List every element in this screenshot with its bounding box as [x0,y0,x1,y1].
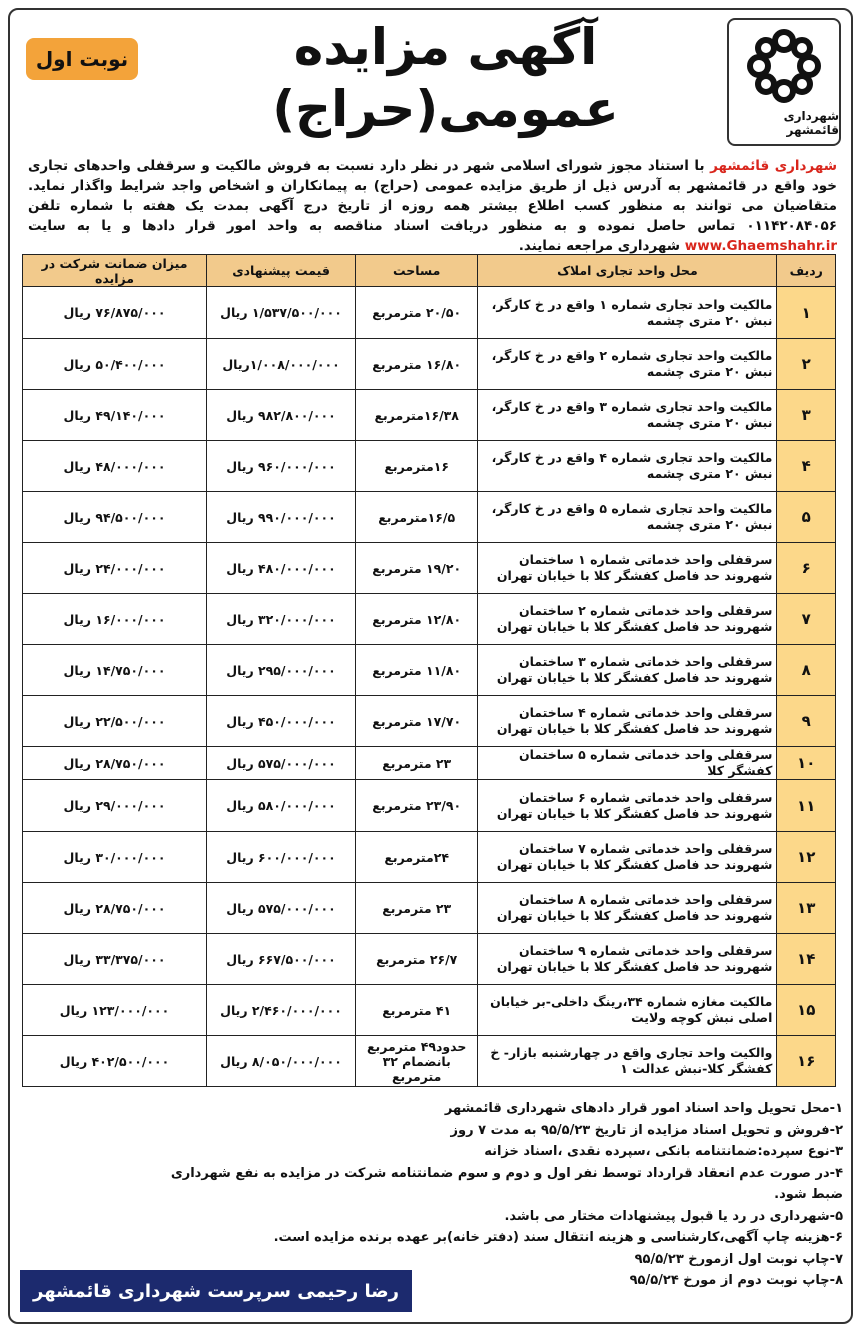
location-cell: مالکیت واحد تجاری شماره ۵ واقع در خ کارگر، نبش ۲۰ متری چشمه [478,492,777,543]
signature-banner: رضا رحیمی سرپرست شهرداری قائمشهر [20,1270,412,1312]
table-row [23,1036,836,1087]
area-cell: ۲۰/۵۰ مترمربع [356,287,478,339]
table-row [23,934,836,985]
note-item: ۴-در صورت عدم انعقاد قرارداد توسط نفر اول و دوم و سوم ضمانتنامه شرکت در مزایده به نفع شهرداری ضبط شود. [170,1165,843,1202]
title-line-1: آگهی مزایده [293,18,598,76]
note-item: ۲-فروش و تحویل اسناد مزایده از تاریخ ۹۵/۵/۲۳ به مدت ۷ روز [450,1122,843,1138]
guarantee-cell: ۴۹/۱۴۰/۰۰۰ ریال [23,390,207,441]
note-item: ۶-هزینه چاپ آگهی،کارشناسی و هزینه انتقال سند (دفتر خانه)بر عهده برنده مزایده است. [273,1230,843,1245]
price-cell: ۵۸۰/۰۰۰/۰۰۰ ریال [207,780,356,832]
logo-caption: شهرداری قائمشهر [783,109,839,137]
table-row [23,492,836,543]
location-cell: سرقفلی واحد خدماتی شماره ۸ ساختمان شهروند حد فاصل کفشگر کلا با خیابان تهران [478,883,777,934]
area-cell: حدود۴۹ مترمربع بانضمام ۳۲ مترمربع [356,1036,478,1087]
table-row [23,780,836,832]
note-item: ۷-چاپ نوبت اول ازمورخ ۹۵/۵/۲۳ [634,1251,843,1267]
guarantee-cell: ۱۲۳/۰۰۰/۰۰۰ ریال [23,985,207,1036]
location-cell: سرقفلی واحد خدماتی شماره ۲ ساختمان شهروند حد فاصل کفشگر کلا با خیابان تهران [478,594,777,645]
table-row [23,696,836,747]
table-row [23,441,836,492]
edition-badge: نوبت اول [26,38,138,80]
note-item: ۱-محل تحویل واحد اسناد امور قرار دادهای شهرداری قائمشهر [444,1101,843,1116]
row-number-cell: ۱ [777,287,836,339]
location-cell: سرقفلی واحد خدماتی شماره ۵ ساختمان کفشگر کلا [478,747,777,780]
table-row [23,883,836,934]
guarantee-cell: ۳۰/۰۰۰/۰۰۰ ریال [23,832,207,883]
location-cell: مالکیت واحد تجاری شماره ۴ واقع در خ کارگر، نبش ۲۰ متری چشمه [478,441,777,492]
area-cell: ۲۳/۹۰ مترمربع [356,780,478,832]
website-link[interactable]: www.Ghaemshahr.ir [684,238,837,254]
price-cell: ۲/۴۶۰/۰۰۰/۰۰۰ ریال [207,985,356,1036]
note-item: ۵-شهرداری در رد یا قبول پیشنهادات مختار می باشد. [504,1208,843,1224]
guarantee-cell: ۲۸/۷۵۰/۰۰۰ ریال [23,883,207,934]
price-cell: ۵۷۵/۰۰۰/۰۰۰ ریال [207,883,356,934]
guarantee-cell: ۳۳/۳۷۵/۰۰۰ ریال [23,934,207,985]
row-number-cell: ۷ [777,594,836,645]
guarantee-cell: ۲۴/۰۰۰/۰۰۰ ریال [23,543,207,594]
area-cell: ۱۱/۸۰ مترمربع [356,645,478,696]
guarantee-cell: ۵۰/۴۰۰/۰۰۰ ریال [23,339,207,390]
price-cell: ۲۹۵/۰۰۰/۰۰۰ ریال [207,645,356,696]
table-row [23,543,836,594]
location-cell: سرقفلی واحد خدماتی شماره ۷ ساختمان شهروند حد فاصل کفشگر کلا با خیابان تهران [478,832,777,883]
area-cell: ۴۱ مترمربع [356,985,478,1036]
col-price: قیمت پیشنهادی [207,255,356,287]
location-cell: سرقفلی واحد خدماتی شماره ۳ ساختمان شهروند حد فاصل کفشگر کلا با خیابان تهران [478,645,777,696]
auction-table [22,254,836,1087]
area-cell: ۱۶/۵مترمربع [356,492,478,543]
note-item: ۳-نوع سپرده:ضمانتنامه بانکی ،سپرده نقدی ،اسناد خزانه [484,1144,843,1159]
location-cell: مالکیت واحد تجاری شماره ۲ واقع در خ کارگر، نبش ۲۰ متری چشمه [478,339,777,390]
intro-text-1: با استناد مجوز شورای اسلامی شهر در نظر دارد نسبت به فروش مالکیت و سرقفلی واحدهای تجاری خود واقع در قائمشهر به آدرس ذیل از طریق مزایده عمومی (حراج) به پیمانکاران و اشخاص واجد شرایط واگذار نماید. متقاضیان می توانند به منظور کسب اطلاع بیشتر همه روزه از تاریخ درج آگهی بمدت یک هفته با شماره تلفن ۰۱۱۴۲۰۸۴۰۵۶ تماس حاصل نموده و به منظور دریافت اسناد مناقصه به واحد امور قرار دادها و یا به سایت [28,158,837,234]
guarantee-cell: ۴۰۲/۵۰۰/۰۰۰ ریال [23,1036,207,1087]
intro-text-2: شهرداری مراجعه نمایند. [518,238,685,254]
table-header-row [23,255,836,287]
col-area: مساحت [356,255,478,287]
guarantee-cell: ۴۸/۰۰۰/۰۰۰ ریال [23,441,207,492]
guarantee-cell: ۲۸/۷۵۰/۰۰۰ ریال [23,747,207,780]
row-number-cell: ۶ [777,543,836,594]
row-number-cell: ۱۳ [777,883,836,934]
row-number-cell: ۱۴ [777,934,836,985]
area-cell: ۱۶مترمربع [356,441,478,492]
row-number-cell: ۳ [777,390,836,441]
col-location: محل واحد تجاری املاک [478,255,777,287]
row-number-cell: ۱۵ [777,985,836,1036]
row-number-cell: ۴ [777,441,836,492]
location-cell: سرقفلی واحد خدماتی شماره ۹ ساختمان شهروند حد فاصل کفشگر کلا با خیابان تهران [478,934,777,985]
price-cell: ۸/۰۵۰/۰۰۰/۰۰۰ ریال [207,1036,356,1087]
location-cell: سرقفلی واحد خدماتی شماره ۱ ساختمان شهروند حد فاصل کفشگر کلا با خیابان تهران [478,543,777,594]
price-cell: ۶۶۷/۵۰۰/۰۰۰ ریال [207,934,356,985]
price-cell: ۶۰۰/۰۰۰/۰۰۰ ریال [207,832,356,883]
row-number-cell: ۱۶ [777,1036,836,1087]
intro-paragraph [28,156,837,256]
guarantee-cell: ۱۴/۷۵۰/۰۰۰ ریال [23,645,207,696]
row-number-cell: ۱۱ [777,780,836,832]
intro-org: شهرداری قائمشهر [710,158,838,174]
col-guarantee: میزان ضمانت شرکت در مزایده [23,255,207,287]
row-number-cell: ۹ [777,696,836,747]
col-row-number: ردیف [777,255,836,287]
area-cell: ۱۲/۸۰ مترمربع [356,594,478,645]
area-cell: ۲۳ مترمربع [356,747,478,780]
area-cell: ۲۳ مترمربع [356,883,478,934]
table-row [23,645,836,696]
location-cell: والکیت واحد تجاری واقع در چهارشنبه بازار- خ کفشگر کلا-نبش عدالت ۱ [478,1036,777,1087]
header [10,10,851,150]
note-item: ۸-چاپ نوبت دوم از مورخ ۹۵/۵/۲۴ [629,1273,843,1288]
table-row [23,985,836,1036]
price-cell: ۴۵۰/۰۰۰/۰۰۰ ریال [207,696,356,747]
row-number-cell: ۵ [777,492,836,543]
price-cell: ۹۹۰/۰۰۰/۰۰۰ ریال [207,492,356,543]
area-cell: ۱۷/۷۰ مترمربع [356,696,478,747]
table-row [23,339,836,390]
location-cell: مالکیت مغازه شماره ۳۴،رینگ داخلی-بر خیابان اصلی نبش کوچه ولایت [478,985,777,1036]
row-number-cell: ۱۰ [777,747,836,780]
price-cell: ۹۸۲/۸۰۰/۰۰۰ ریال [207,390,356,441]
table-row [23,594,836,645]
notice-title [180,16,711,140]
row-number-cell: ۱۲ [777,832,836,883]
row-number-cell: ۸ [777,645,836,696]
price-cell: ۱/۰۰۸/۰۰۰/۰۰۰ریال [207,339,356,390]
row-number-cell: ۲ [777,339,836,390]
location-cell: مالکیت واحد تجاری شماره ۱ واقع در خ کارگر، نبش ۲۰ متری چشمه [478,287,777,339]
price-cell: ۴۸۰/۰۰۰/۰۰۰ ریال [207,543,356,594]
notes-list [143,1098,843,1292]
guarantee-cell: ۱۶/۰۰۰/۰۰۰ ریال [23,594,207,645]
table-row [23,832,836,883]
area-cell: ۱۶/۸۰ مترمربع [356,339,478,390]
municipality-logo [727,18,841,146]
guarantee-cell: ۷۶/۸۷۵/۰۰۰ ریال [23,287,207,339]
logo-emblem-icon [745,27,823,105]
location-cell: سرقفلی واحد خدماتی شماره ۴ ساختمان شهروند حد فاصل کفشگر کلا با خیابان تهران [478,696,777,747]
price-cell: ۳۲۰/۰۰۰/۰۰۰ ریال [207,594,356,645]
guarantee-cell: ۲۹/۰۰۰/۰۰۰ ریال [23,780,207,832]
title-line-2: عمومی(حراج) [272,80,619,138]
area-cell: ۲۶/۷ مترمربع [356,934,478,985]
price-cell: ۹۶۰/۰۰۰/۰۰۰ ریال [207,441,356,492]
guarantee-cell: ۲۲/۵۰۰/۰۰۰ ریال [23,696,207,747]
price-cell: ۱/۵۳۷/۵۰۰/۰۰۰ ریال [207,287,356,339]
location-cell: مالکیت واحد تجاری شماره ۳ واقع در خ کارگر، نبش ۲۰ متری چشمه [478,390,777,441]
area-cell: ۱۶/۳۸مترمربع [356,390,478,441]
table-row [23,287,836,339]
location-cell: سرقفلی واحد خدماتی شماره ۶ ساختمان شهروند حد فاصل کفشگر کلا با خیابان تهران [478,780,777,832]
area-cell: ۲۴مترمربع [356,832,478,883]
table-row [23,390,836,441]
price-cell: ۵۷۵/۰۰۰/۰۰۰ ریال [207,747,356,780]
guarantee-cell: ۹۴/۵۰۰/۰۰۰ ریال [23,492,207,543]
area-cell: ۱۹/۲۰ مترمربع [356,543,478,594]
table-row [23,747,836,780]
